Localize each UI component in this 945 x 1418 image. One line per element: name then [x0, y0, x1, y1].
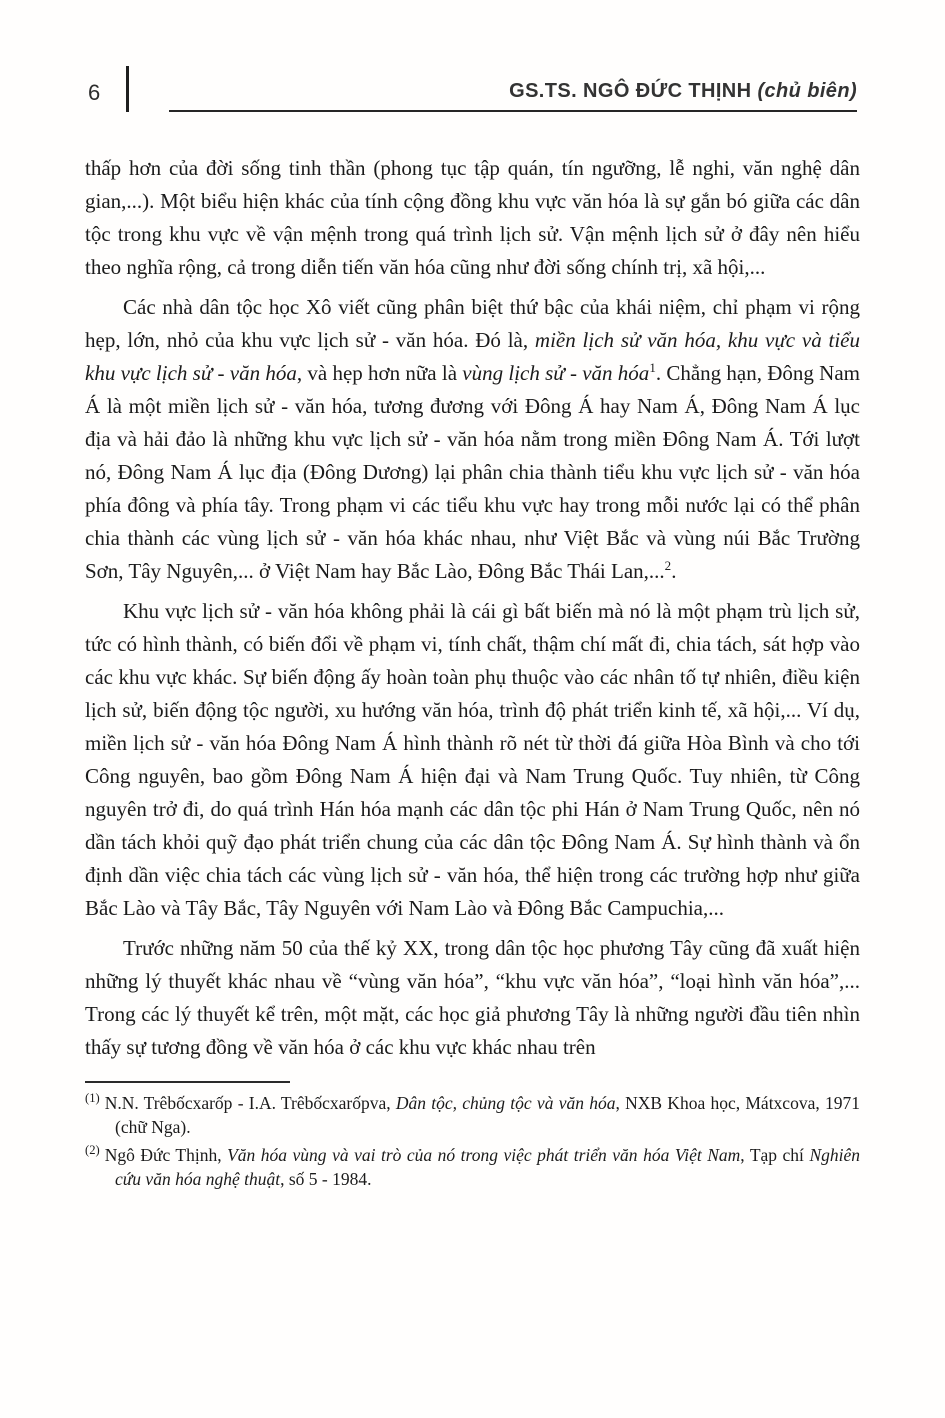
- page-number: 6: [88, 80, 101, 105]
- footnote-marker: (2): [85, 1143, 100, 1158]
- page-body: [0, 112, 945, 1064]
- footnotes-section: [0, 1071, 945, 1191]
- footnote-separator-rule: [85, 1081, 290, 1083]
- footnote: [85, 1144, 860, 1191]
- footnote-marker: (1): [85, 1091, 100, 1106]
- header-role: (chủ biên): [757, 80, 857, 102]
- paragraph: Trước những năm 50 của thế kỷ XX, trong dân tộc học phương Tây cũng đã xuất hiện những lý thuyết khác nhau về “vùng văn hóa”, “khu vực văn hóa”, “loại hình văn hóa”,... Trong các lý thuyết kể trên, một mặt, các học giả phương Tây là những người đầu tiên nhìn thấy sự tương đồng về văn hóa ở các khu vực khác nhau trên: [85, 936, 860, 1059]
- footnote: [85, 1092, 860, 1139]
- running-header: [0, 0, 945, 112]
- footnote-text: Ngô Đức Thịnh, Văn hóa vùng và vai trò của nó trong việc phát triển văn hóa Việt Nam, Tạp chí Nghiên cứu văn hóa nghệ thuật, số 5 - 1984.: [104, 1145, 860, 1189]
- paragraph: thấp hơn của đời sống tinh thần (phong tục tập quán, tín ngưỡng, lễ nghi, văn nghệ dân gian,...). Một biểu hiện khác của tính cộng đồng khu vực văn hóa là sự gắn bó giữa các dân tộc trong khu vực về vận mệnh trong quá trình lịch sử. Vận mệnh lịch sử ở đây nên hiểu theo nghĩa rộng, cả trong diễn tiến văn hóa cũng như đời sống chính trị, xã hội,...: [85, 156, 860, 279]
- header-author: GS.TS. NGÔ ĐỨC THỊNH: [509, 80, 758, 102]
- header-divider-bar: [126, 66, 129, 112]
- paragraph: Các nhà dân tộc học Xô viết cũng phân biệt thứ bậc của khái niệm, chỉ phạm vi rộng hẹp, lớn, nhỏ của khu vực lịch sử - văn hóa. Đó là, miền lịch sử văn hóa, khu vực và tiểu khu vực lịch sử - văn hóa, và hẹp hơn nữa là vùng lịch sử - văn hóa$^1$. Chẳng hạn, Đông Nam Á là một miền lịch sử - văn hóa, tương đương với Đông Á hay Nam Á, Đông Nam Á lục địa và hải đảo là những khu vực lịch sử - văn hóa nằm trong miền Đông Nam Á. Tới lượt nó, Đông Nam Á lục địa (Đông Dương) lại phân chia thành tiểu khu vực lịch sử - văn hóa phía đông và phía tây. Trong phạm vi các tiểu khu vực hay trong mỗi nước lại có thể phân chia thành các vùng lịch sử - văn hóa khác nhau, như Việt Bắc và vùng núi Bắc Trường Sơn, Tây Nguyên,... ở Việt Nam hay Bắc Lào, Đông Bắc Thái Lan,...$^2$.: [85, 295, 861, 583]
- running-header-title: [169, 80, 857, 103]
- footnote-text: N.N. Trêbốcxarốp - I.A. Trêbốcxarốpva, Dân tộc, chủng tộc và văn hóa, NXB Khoa học, Mátxcova, 1971 (chữ Nga).: [104, 1093, 860, 1137]
- paragraph: Khu vực lịch sử - văn hóa không phải là cái gì bất biến mà nó là một phạm trù lịch sử, tức có hình thành, có biến đổi về phạm vi, tính chất, thậm chí mất đi, chia tách, sát hợp vào các khu vực khác. Sự biến động ấy hoàn toàn phụ thuộc vào các nhân tố tự nhiên, điều kiện lịch sử, biến động tộc người, xu hướng văn hóa, trình độ phát triển kinh tế, xã hội,... Ví dụ, miền lịch sử - văn hóa Đông Nam Á hình thành rõ nét từ thời đá giữa Hòa Bình và cho tới Công nguyên, bao gồm Đông Nam Á hiện đại và Nam Trung Quốc. Tuy nhiên, từ Công nguyên trở đi, do quá trình Hán hóa mạnh các dân tộc phi Hán ở Nam Trung Quốc, nên nó dần tách khỏi quỹ đạo phát triển chung của các dân tộc Đông Nam Á. Sự hình thành và ổn định dần việc chia tách các vùng lịch sử - văn hóa, thể hiện trong các trường hợp như giữa Bắc Lào và Tây Bắc, Tây Nguyên với Nam Lào và Đông Bắc Campuchia,...: [85, 599, 860, 920]
- header-rule: [169, 66, 857, 112]
